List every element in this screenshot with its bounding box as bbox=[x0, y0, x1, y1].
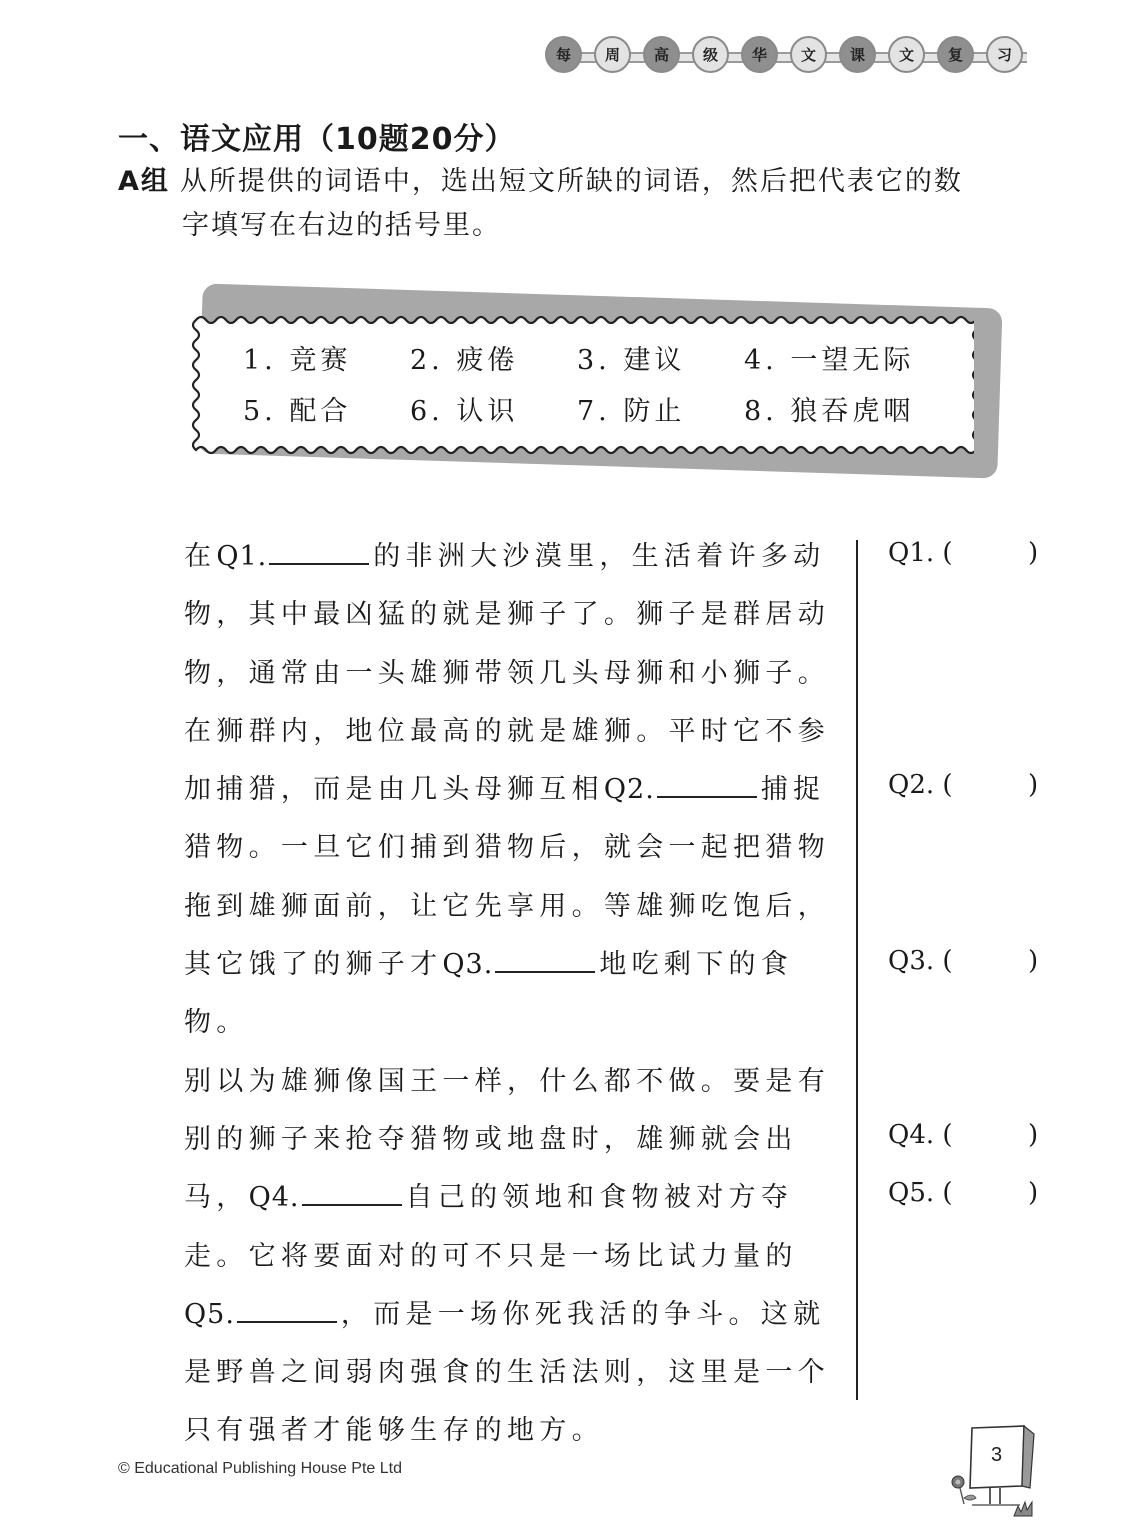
q1-label: Q1. bbox=[216, 541, 268, 572]
q2-blank[interactable] bbox=[657, 774, 757, 798]
instruction-line-2: 字填写在右边的括号里。 bbox=[182, 210, 501, 241]
chain-bead: 高 bbox=[643, 36, 680, 73]
section-title: 一、语文应用（10题20分） bbox=[118, 122, 516, 157]
answer-slot-q4[interactable]: Q4. ( ) bbox=[888, 1120, 1039, 1150]
chain-bead: 华 bbox=[741, 36, 778, 73]
answer-slot-q1[interactable]: Q1. ( ) bbox=[888, 538, 1039, 568]
word-option: 4. 一望无际 bbox=[744, 345, 915, 376]
q3-label: Q3. bbox=[442, 949, 494, 981]
page-number-sign bbox=[942, 1422, 1047, 1520]
q2-label: Q2. bbox=[603, 774, 655, 806]
chain-bead: 复 bbox=[937, 36, 974, 73]
word-option: 7. 防止 bbox=[577, 396, 686, 427]
paragraph-1: 在Q1. 的非洲大沙漠里，生活着许多动物，其中最凶猛的就是狮子了。狮子是群居动物，通常由一头雄狮带领几头母狮和小狮子。在狮群内，地位最高的就是雄狮。平时它不参加捕猎，而是由几头母狮互相Q2. 捕捉猎物。一旦它们捕到猎物后，就会一起把猎物拖到雄狮面前，让它先享用。等雄狮吃饱后，其它饿了的狮子才Q3. 地吃剩下的食物。 bbox=[184, 541, 830, 1039]
word-option: 1. 竞赛 bbox=[243, 345, 352, 376]
answer-slot-q5[interactable]: Q5. ( ) bbox=[888, 1178, 1039, 1208]
chain-bead: 级 bbox=[692, 36, 729, 73]
word-option: 8. 狼吞虎咽 bbox=[744, 396, 915, 427]
word-option: 3. 建议 bbox=[577, 345, 686, 376]
group-label: A组 bbox=[118, 166, 170, 197]
instruction-line-1: 从所提供的词语中，选出短文所缺的词语，然后把代表它的数 bbox=[179, 166, 963, 197]
chain-bead: 每 bbox=[545, 36, 582, 73]
passage bbox=[120, 528, 832, 1461]
word-bank bbox=[186, 310, 974, 460]
signboard-icon bbox=[942, 1422, 1047, 1520]
word-bank-grid bbox=[243, 338, 944, 428]
page-number: 3 bbox=[991, 1444, 1003, 1466]
q5-blank[interactable] bbox=[237, 1299, 337, 1323]
word-option: 6. 认识 bbox=[410, 396, 519, 427]
answer-slot-q3[interactable]: Q3. ( ) bbox=[888, 946, 1039, 976]
chain-bead: 周 bbox=[594, 36, 631, 73]
q4-blank[interactable] bbox=[302, 1182, 402, 1206]
series-title-chain bbox=[545, 36, 1037, 76]
copyright-notice: © Educational Publishing House Pte Ltd bbox=[118, 1460, 402, 1477]
chain-bead: 文 bbox=[888, 36, 925, 73]
q1-blank[interactable] bbox=[269, 541, 369, 565]
answer-column-divider bbox=[856, 540, 858, 1400]
q4-label: Q4. bbox=[248, 1182, 300, 1214]
answer-slot-q2[interactable]: Q2. ( ) bbox=[888, 770, 1039, 800]
chain-bead: 课 bbox=[839, 36, 876, 73]
chain-bead: 文 bbox=[790, 36, 827, 73]
word-option: 2. 疲倦 bbox=[410, 345, 519, 376]
word-option: 5. 配合 bbox=[243, 396, 352, 427]
q3-blank[interactable] bbox=[495, 949, 595, 973]
chain-bead: 习 bbox=[986, 36, 1023, 73]
q5-label: Q5. bbox=[184, 1298, 235, 1330]
instruction bbox=[118, 160, 1048, 248]
paragraph-2: 别以为雄狮像国王一样，什么都不做。要是有别的狮子来抢夺猎物或地盘时，雄狮就会出马，Q4. 自己的领地和食物被对方夺走。它将要面对的可不只是一场比试力量的Q5. ，而是一场你死我活的争斗。这就是野兽之间弱肉强食的生活法则，这里是一个只有强者才能够生存的地方。 bbox=[184, 1065, 830, 1447]
